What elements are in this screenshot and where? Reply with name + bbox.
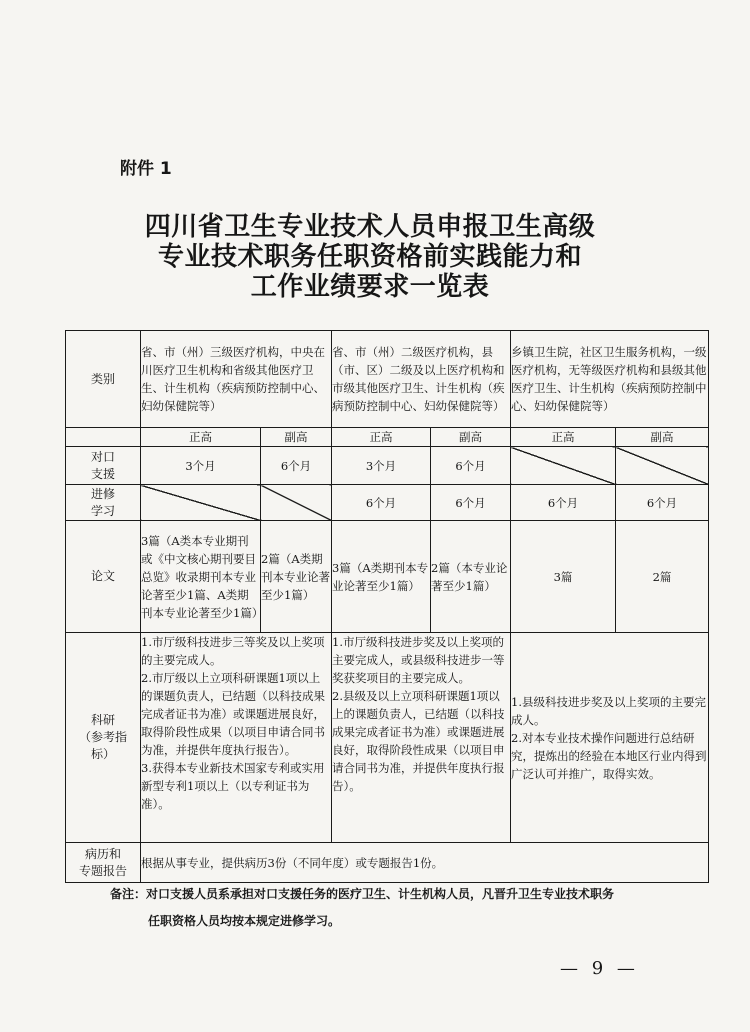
row-label-papers: 论文 [66, 521, 141, 633]
row-label-empty [66, 428, 141, 447]
table-row-ranks [66, 428, 709, 447]
rank-deputy-tier-1: 副高 [261, 428, 332, 447]
training-senior-tier-3: 6个月 [511, 485, 616, 521]
training-deputy-tier-1-na [261, 485, 332, 521]
row-label-category: 类别 [66, 331, 141, 428]
research-tier-3-item: 2.对本专业技术操作问题进行总结研究，提炼出的经验在本地区行业内得到广泛认可并推广，取得实效。 [511, 730, 707, 781]
footnote-label: 备注 [110, 887, 135, 901]
records-requirement: 根据从事专业，提供病历3份（不同年度）或专题报告1份。 [141, 843, 709, 883]
papers-senior-tier-3: 3篇 [511, 521, 616, 633]
support-senior-tier-3-na [511, 447, 616, 485]
research-tier-2-item: 1.市厅级科技进步奖及以上奖项的主要完成人，或县级科技进步一等奖获奖项目的主要完成人。 [332, 635, 505, 685]
document-title-line-1: 四川省卫生专业技术人员申报卫生高级 [144, 212, 596, 242]
document-title-line-2: 专业技术职务任职资格前实践能力和 [157, 242, 582, 272]
training-senior-tier-2: 6个月 [332, 485, 431, 521]
rank-senior-tier-3: 正高 [511, 428, 616, 447]
attachment-label: 附件 1 [120, 159, 172, 179]
category-tier-2: 省、市（州）二级医疗机构，县（市、区）二级及以上医疗机构和市级其他医疗卫生、计生机构（疾病预防控制中心、妇幼保健院等） [332, 331, 511, 428]
training-deputy-tier-2: 6个月 [431, 485, 511, 521]
papers-deputy-tier-1: 2篇（A类期刊本专业论著至少1篇） [261, 521, 332, 633]
papers-deputy-tier-2: 2篇（本专业论著至少1篇） [431, 521, 511, 633]
row-label-support: 对口 支援 [66, 447, 141, 485]
research-tier-1-item: 3.获得本专业新技术国家专利或实用新型专利1项以上（以专利证书为准）。 [141, 761, 325, 811]
training-deputy-tier-3: 6个月 [616, 485, 709, 521]
category-tier-3: 乡镇卫生院，社区卫生服务机构，一级医疗机构，无等级医疗机构和县级其他医疗卫生、计生机构（疾病预防控制中心、妇幼保健院等） [511, 331, 709, 428]
document-title-line-3: 工作业绩要求一览表 [250, 272, 490, 302]
category-tier-1: 省、市（州）三级医疗机构，中央在川医疗卫生机构和省级其他医疗卫生、计生机构（疾病预防控制中心、妇幼保健院等） [141, 331, 332, 428]
rank-senior-tier-1: 正高 [141, 428, 261, 447]
support-deputy-tier-1: 6个月 [261, 447, 332, 485]
page-number: — 9 — [560, 958, 639, 979]
footnote-line-2: 任职资格人员均按本规定进修学习。 [148, 914, 341, 928]
papers-deputy-tier-3: 2篇 [616, 521, 709, 633]
support-senior-tier-2: 3个月 [332, 447, 431, 485]
research-tier-3 [511, 633, 709, 843]
rank-senior-tier-2: 正高 [332, 428, 431, 447]
support-senior-tier-1: 3个月 [141, 447, 261, 485]
rank-deputy-tier-2: 副高 [431, 428, 511, 447]
row-label-records: 病历和 专题报告 [66, 843, 141, 883]
row-label-training: 进修 学习 [66, 485, 141, 521]
papers-senior-tier-1: 3篇（A类本专业期刊或《中文核心期刊要目总览》收录期刊本专业论著至少1篇、A类期刊本专业论著至少1篇） [141, 521, 261, 633]
table-row-category [66, 331, 709, 428]
table-row-training [66, 485, 709, 521]
table-row-research [66, 633, 709, 843]
table-row-records [66, 843, 709, 883]
research-tier-1 [141, 633, 332, 843]
papers-senior-tier-2: 3篇（A类期刊本专业论著至少1篇） [332, 521, 431, 633]
research-tier-2 [332, 633, 511, 843]
table-row-papers [66, 521, 709, 633]
rank-deputy-tier-3: 副高 [616, 428, 709, 447]
row-label-research: 科研 （参考指 标） [66, 633, 141, 843]
footnote [110, 881, 710, 935]
table-row-support [66, 447, 709, 485]
support-deputy-tier-2: 6个月 [431, 447, 511, 485]
research-tier-3-item: 1.县级科技进步奖及以上奖项的主要完成人。 [511, 694, 706, 727]
training-senior-tier-1-na [141, 485, 261, 521]
footnote-line-1: ：对口支援人员系承担对口支援任务的医疗卫生、计生机构人员，凡晋升卫生专业技术职务 [134, 887, 615, 901]
research-tier-2-item: 2.县级及以上立项科研课题1项以上的课题负责人，已结题（以科技成果完成者证书为准）或课题进展良好，取得阶段性成果（以项目申请合同书为准，并提供年度执行报告）。 [332, 689, 505, 793]
research-tier-1-item: 1.市厅级科技进步三等奖及以上奖项的主要完成人。 [141, 635, 325, 667]
requirements-table [65, 330, 709, 883]
research-tier-1-item: 2.市厅级以上立项科研课题1项以上的课题负责人，已结题（以科技成果完成者证书为准）或课题进展良好，取得阶段性成果（以项目申请合同书为准，并提供年度执行报告）。 [141, 671, 325, 757]
support-deputy-tier-3-na [616, 447, 709, 485]
